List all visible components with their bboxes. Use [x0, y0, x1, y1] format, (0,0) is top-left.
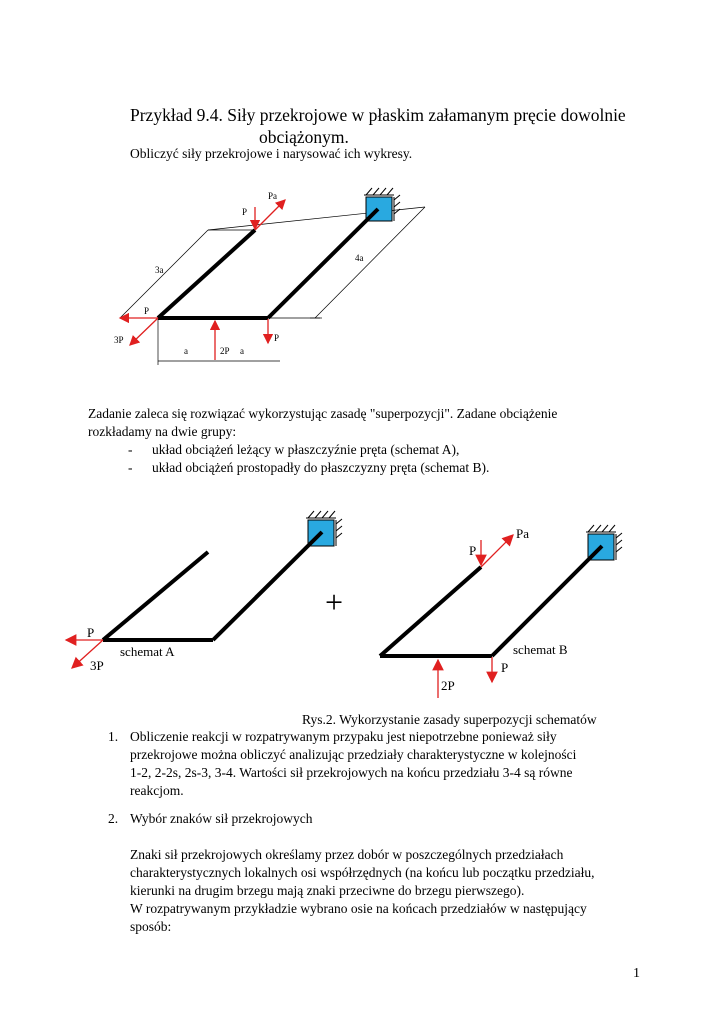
title-line-1: Przykład 9.4. Siły przekrojowe w płaskim załamanym pręcie dowolnie — [130, 105, 626, 125]
intro-line-2: rozkładamy na dwie grupy: — [88, 424, 237, 439]
label-3P: 3P — [114, 335, 124, 345]
scheme-b-P-right: P — [501, 660, 509, 675]
label-P-top: P — [242, 207, 248, 217]
list-item-1: 1. Obliczenie reakcji w rozpatrywanym przypaku jest niepotrzebne ponieważ siły przekrojowe można obliczyć analizując przedziały charakterystyczne w kolejności 1-2, 2-2s, 2s-3, 3-4. Wartości sił przekrojowych na końcu przedziału 3-4 są równe reakcjom. — [108, 729, 577, 798]
figure-2-superposition — [60, 510, 640, 700]
figure-caption: Rys.2. Wykorzystanie zasady superpozycji schematów — [302, 712, 597, 727]
plus-sign: + — [325, 584, 344, 620]
intro-line-1: Zadanie zaleca się rozwiązać wykorzystując zasadę "superpozycji". Zadane obciążenie — [88, 406, 558, 421]
scheme-a-3P: 3P — [90, 658, 104, 673]
bullet-2: - układ obciążeń prostopadły do płaszczyzny pręta (schemat B). — [128, 460, 490, 475]
frame-beams — [158, 209, 378, 318]
scheme-a-label: schemat A — [120, 644, 175, 659]
label-4a: 4a — [355, 253, 364, 263]
task-statement: Obliczyć siły przekrojowe i narysować ich wykresy. — [130, 146, 413, 161]
label-2P: 2P — [220, 346, 230, 356]
bullet-1: - układ obciążeń leżący w płaszczyźnie pręta (schemat A), — [128, 442, 460, 457]
scheme-b-Pa: Pa — [516, 526, 529, 541]
label-Pa: Pa — [268, 191, 277, 201]
scheme-a-P: P — [87, 625, 95, 640]
label-a-1: a — [184, 346, 188, 356]
scheme-b-2P: 2P — [441, 678, 455, 693]
list-item-2: 2. Wybór znaków sił przekrojowych Znaki sił przekrojowych określamy przez dobór w poszczególnych przedziałach charakterystycznych lokalnych osi współrzędnych (na końcu lub początku przedziału, kierunki na drugim brzegu mają znaki przeciwne do brzegu pierwszego). W rozpatrywanym przykładzie wybrano osie na końcach przedziałów w następujący sposób: — [108, 810, 668, 940]
scheme-b-label: schemat B — [513, 642, 568, 657]
label-P-right: P — [274, 333, 280, 343]
label-a-2: a — [240, 346, 244, 356]
title-line-2: obciążonym. — [259, 127, 349, 147]
page-number: 1 — [633, 966, 640, 981]
dimension-lines — [120, 207, 425, 365]
scheme-b-P-top: P — [469, 543, 477, 558]
label-P-left: P — [144, 306, 150, 316]
label-3a: 3a — [155, 265, 164, 275]
item-2-heading: Wybór znaków sił przekrojowych — [130, 811, 313, 826]
scheme-b — [380, 525, 622, 698]
page-title — [130, 104, 626, 147]
figure-1-frame-diagram — [100, 185, 440, 370]
scheme-a — [66, 511, 342, 673]
